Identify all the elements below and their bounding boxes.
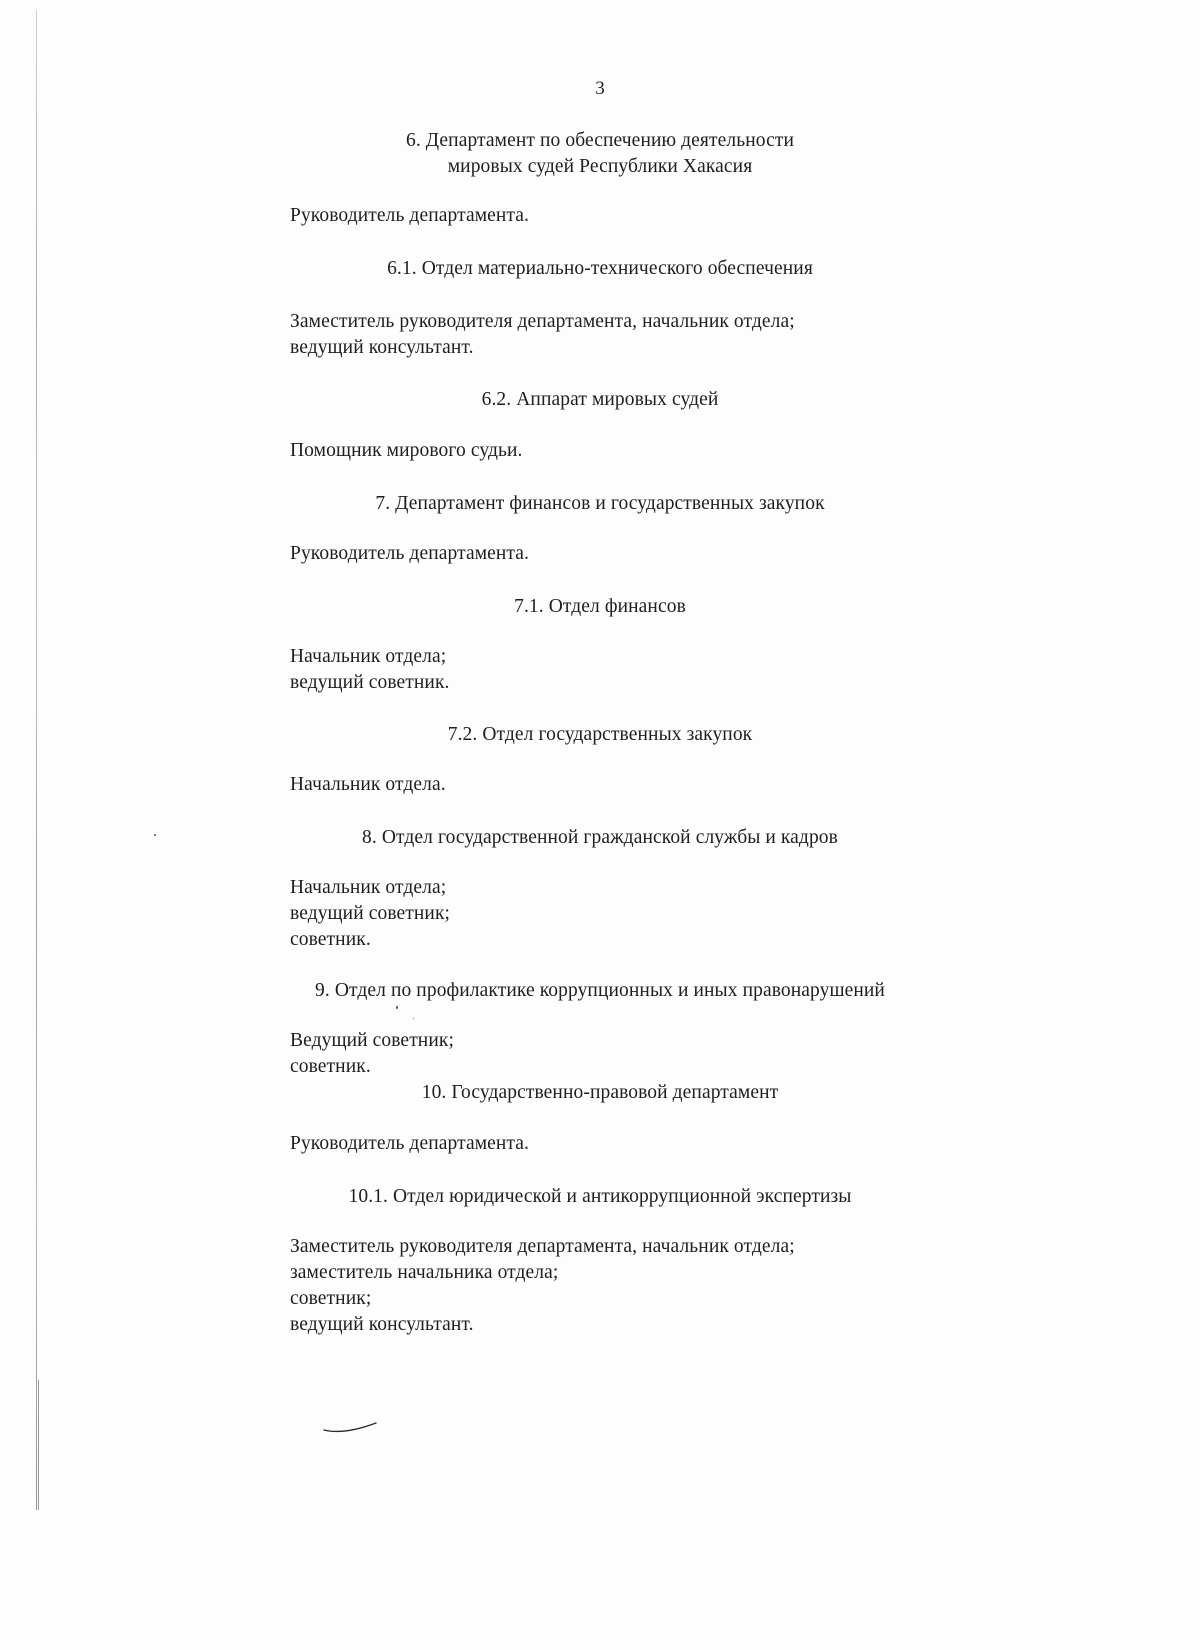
scan-speck: [396, 1006, 398, 1009]
section-10-position: Руководитель департамента.: [290, 1133, 530, 1154]
section-10-1-position-1: Заместитель руководителя департамента, начальник отдела;: [290, 1236, 795, 1257]
section-6-heading-line-2: мировых судей Республики Хакасия: [447, 156, 753, 177]
section-10-1-heading: 10.1. Отдел юридической и антикоррупционной экспертизы: [348, 1186, 852, 1207]
section-8-position-2: ведущий советник;: [290, 903, 451, 924]
section-10-1-position-4: ведущий консультант.: [290, 1314, 474, 1335]
section-6-2-position: Помощник мирового судьи.: [290, 440, 523, 461]
scan-speck: [413, 1018, 414, 1019]
section-9-position-1: Ведущий советник;: [290, 1030, 454, 1051]
section-7-1-heading: 7.1. Отдел финансов: [514, 596, 686, 617]
scan-speck: [154, 834, 156, 836]
section-6-1-position-2: ведущий консультант.: [290, 337, 474, 358]
section-10-1-position-2: заместитель начальника отдела;: [290, 1262, 559, 1283]
section-6-2-heading: 6.2. Аппарат мировых судей: [481, 389, 719, 410]
section-10-heading: 10. Государственно-правовой департамент: [421, 1082, 779, 1103]
section-6-position: Руководитель департамента.: [290, 205, 530, 226]
section-7-position: Руководитель департамента.: [290, 543, 530, 564]
section-8-position-1: Начальник отдела;: [290, 877, 447, 898]
section-6-heading-line-1: 6. Департамент по обеспечению деятельности: [405, 130, 794, 151]
section-7-1-position-2: ведущий советник.: [290, 672, 450, 693]
section-6-1-heading: 6.1. Отдел материально-технического обеспечения: [387, 258, 813, 279]
section-9-position-2: советник.: [290, 1056, 371, 1077]
section-10-1-position-3: советник;: [290, 1288, 372, 1309]
section-7-2-heading: 7.2. Отдел государственных закупок: [447, 724, 753, 745]
section-7-heading: 7. Департамент финансов и государственных закупок: [375, 493, 825, 514]
section-7-2-position: Начальник отдела.: [290, 774, 446, 795]
scan-edge-mark: [38, 1380, 39, 1510]
scan-edge-shadow: [36, 10, 37, 1510]
section-8-heading: 8. Отдел государственной гражданской службы и кадров: [362, 827, 838, 848]
section-6-1-position-1: Заместитель руководителя департамента, начальник отдела;: [290, 311, 795, 332]
section-9-heading: 9. Отдел по профилактике коррупционных и иных правонарушений: [315, 980, 885, 1001]
page-number: 3: [595, 78, 605, 99]
handwritten-mark: [322, 1420, 378, 1436]
section-7-1-position-1: Начальник отдела;: [290, 646, 447, 667]
section-8-position-3: советник.: [290, 929, 371, 950]
